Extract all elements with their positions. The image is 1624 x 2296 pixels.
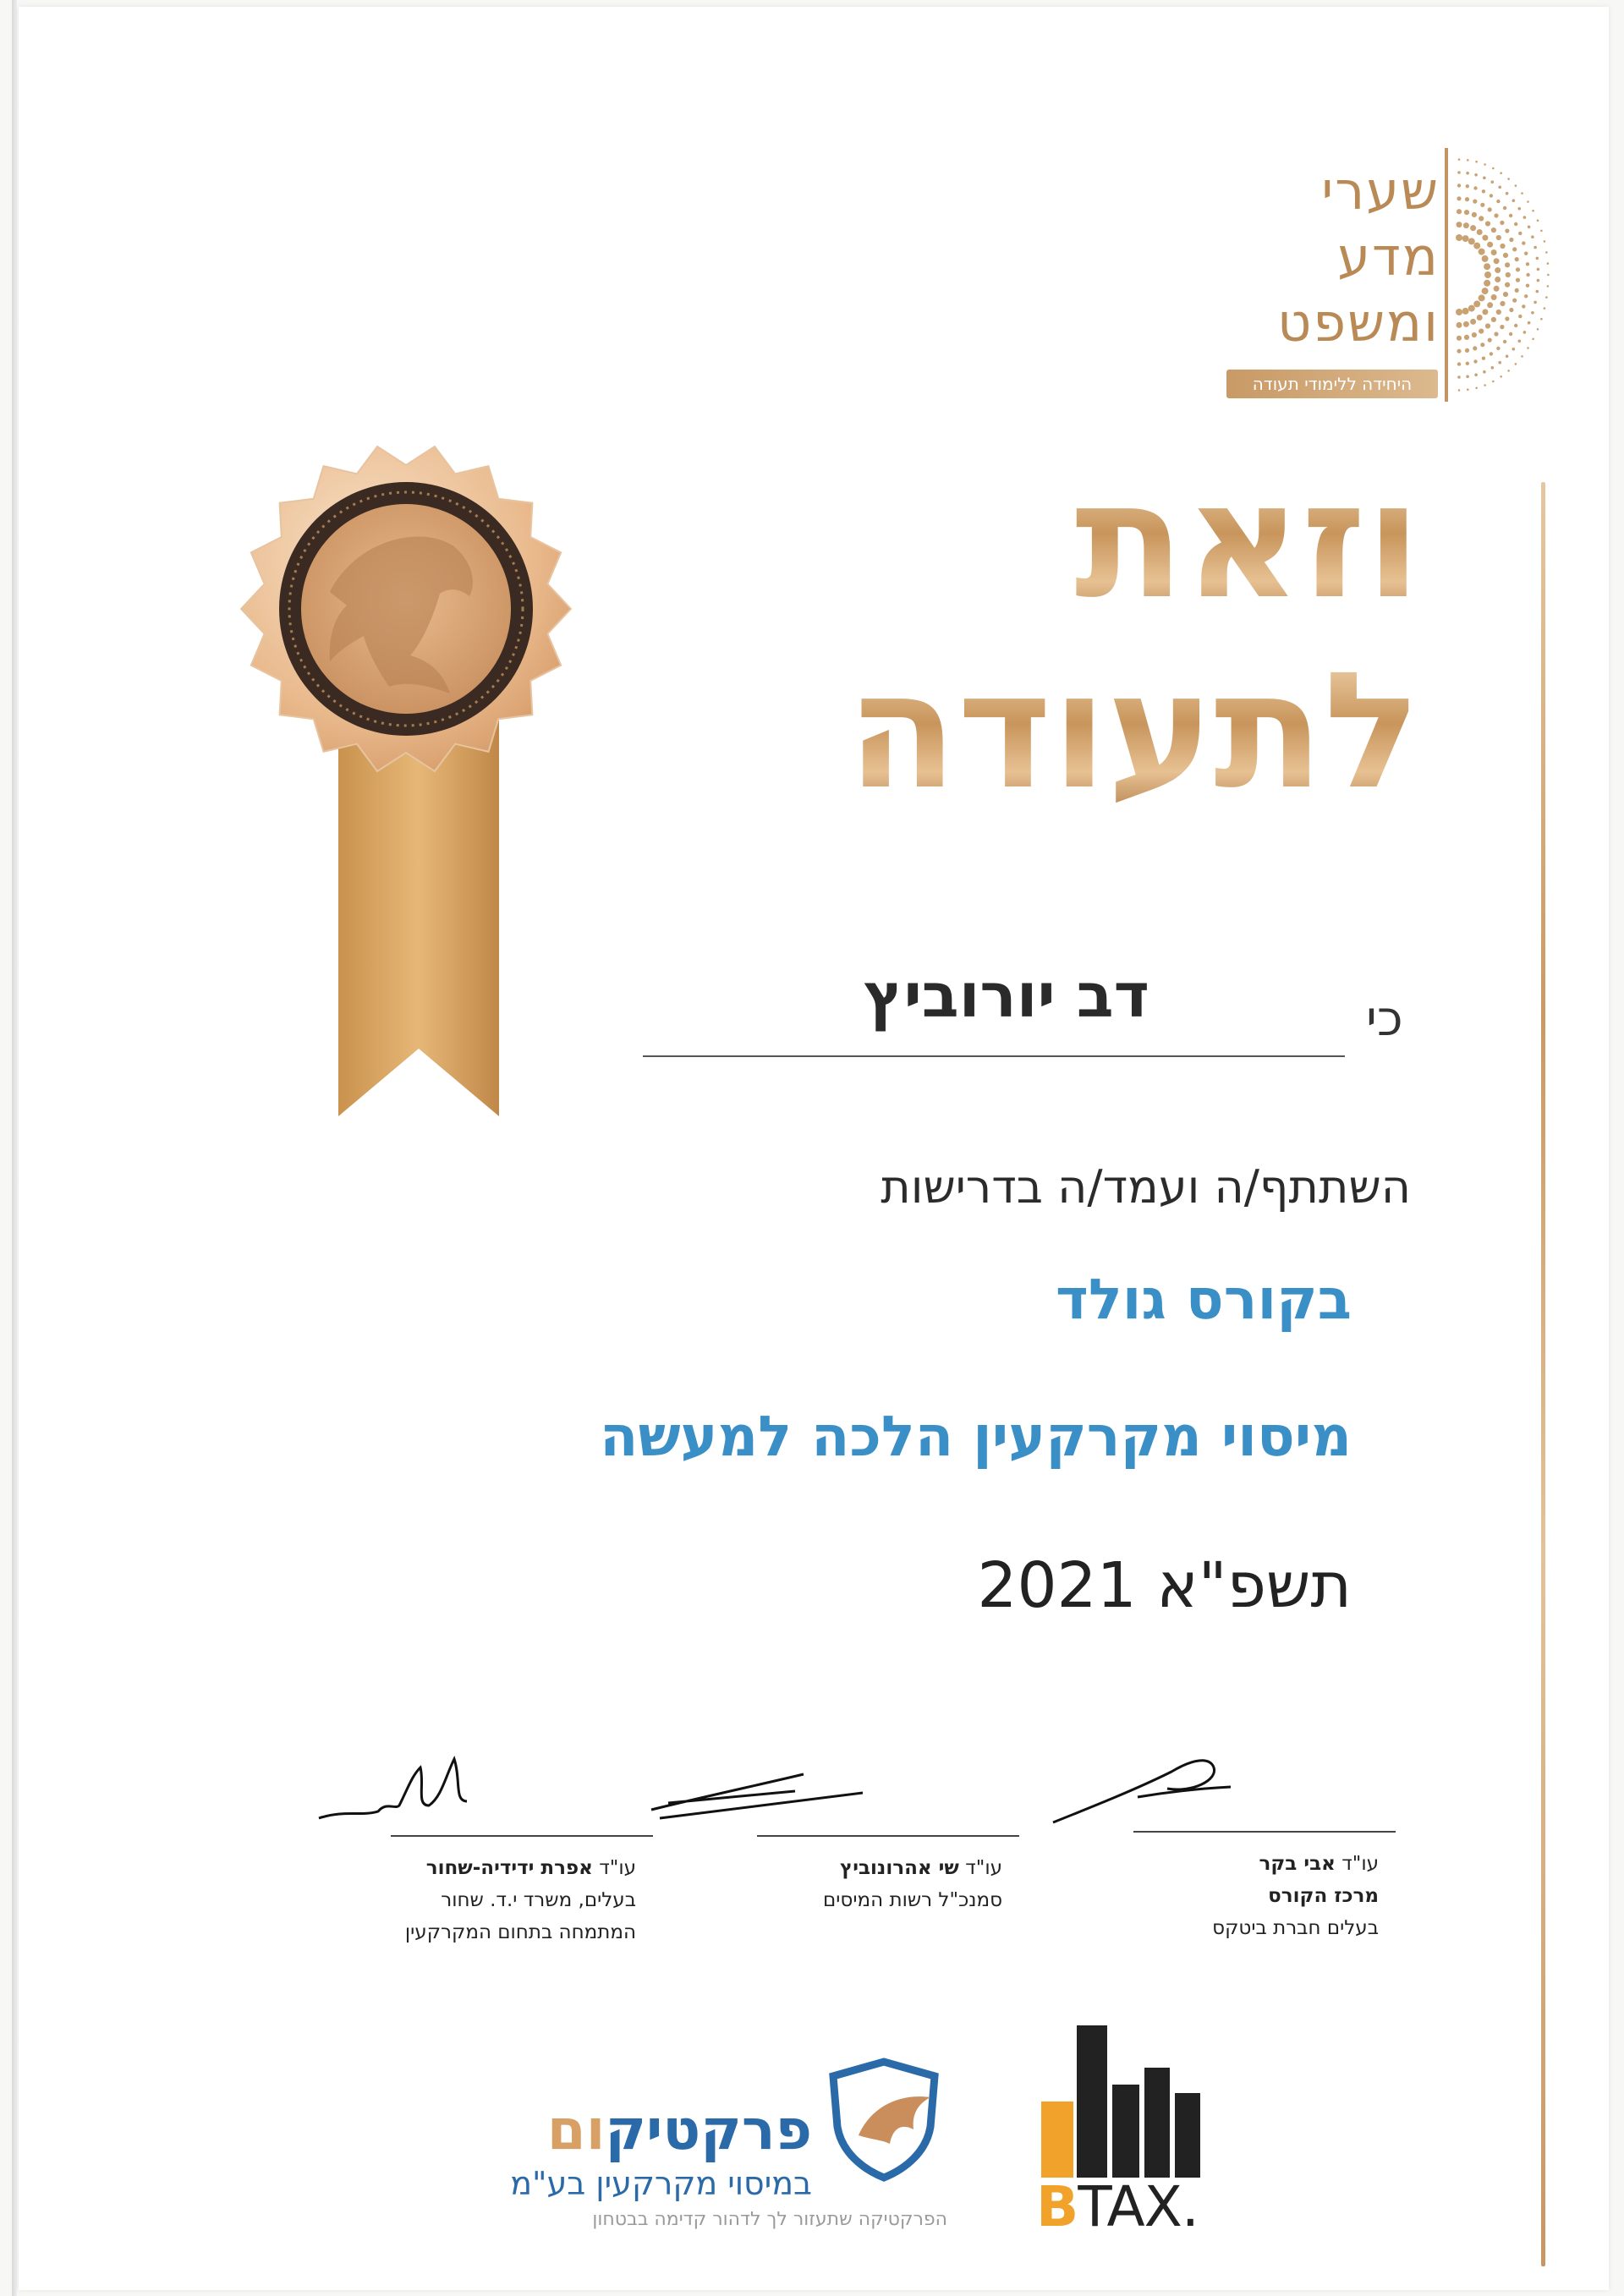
logo-dot — [1526, 273, 1529, 277]
logo-dot — [1467, 159, 1469, 162]
logo-line-1: שערי — [1321, 160, 1440, 222]
logo-dot — [1457, 322, 1462, 328]
logo-dot — [1494, 213, 1498, 217]
logo-dot — [1491, 366, 1495, 370]
logo-dot — [1482, 357, 1485, 360]
logo-dot — [1537, 219, 1539, 222]
logo-dot — [1491, 227, 1496, 233]
logo-dot — [1500, 301, 1505, 306]
shaarei-mada-logo — [1193, 140, 1565, 402]
sig2-prefix: עו"ד — [965, 1857, 1002, 1879]
handwritten-signature-2 — [626, 1751, 888, 1835]
logo-dot — [1462, 235, 1469, 242]
logo-dot — [1470, 319, 1476, 325]
logo-dot — [1484, 271, 1491, 278]
logo-dot — [1490, 352, 1493, 355]
logo-dot — [1462, 308, 1469, 315]
logo-dot — [1524, 294, 1528, 298]
logo-dot — [1522, 304, 1525, 308]
sig3-role: בעלים, משרד י.ד. שחור — [441, 1889, 636, 1911]
horse-shield-icon — [820, 2055, 947, 2182]
logo-dot — [1494, 258, 1500, 264]
logo-dot — [1494, 332, 1498, 336]
recipient-name: דב יורוביץ — [864, 960, 1149, 1031]
logo-dot — [1498, 186, 1501, 189]
gold-divider-line — [1541, 482, 1545, 2266]
logo-dot — [1463, 321, 1469, 327]
logo-dot — [1485, 323, 1490, 328]
logo-dot — [1466, 375, 1469, 379]
logo-dot — [1528, 321, 1531, 325]
logo-dot — [1482, 235, 1488, 241]
logo-dot — [1480, 203, 1484, 207]
logo-dot — [1479, 329, 1484, 334]
certificate-title-line-1: וזאת — [1074, 447, 1421, 634]
logo-dot — [1531, 311, 1534, 315]
logo-dot — [1475, 161, 1478, 163]
logo-dot — [1465, 197, 1469, 201]
logo-dot — [1468, 238, 1475, 244]
logo-dot — [1487, 302, 1493, 308]
logo-dot — [1516, 278, 1520, 282]
logo-dot — [1526, 262, 1529, 266]
logo-dot — [1457, 222, 1462, 227]
btax-logo — [1036, 2025, 1214, 2237]
logo-dot — [1457, 171, 1461, 174]
logo-dot — [1487, 242, 1493, 248]
logo-dot — [1503, 340, 1506, 343]
logo-dot — [1490, 194, 1493, 197]
logo-dot — [1491, 249, 1497, 255]
logo-dot — [1464, 335, 1469, 340]
logo-dot — [1524, 252, 1528, 255]
logo-dot — [1518, 340, 1522, 343]
logo-dot — [1482, 309, 1488, 315]
scan-edge — [12, 0, 17, 2296]
handwritten-signature-1 — [1002, 1746, 1265, 1831]
logo-dot — [1518, 232, 1522, 235]
logo-dot — [1512, 299, 1517, 303]
logo-dot — [1496, 235, 1501, 240]
logo-dot — [1474, 173, 1478, 177]
participation-text: השתתף/ה ועמד/ה בדרישות — [881, 1160, 1411, 1214]
logo-divider — [1445, 148, 1448, 402]
logo-dot — [1527, 200, 1529, 203]
logo-dot — [1500, 244, 1505, 249]
logo-dot — [1518, 315, 1522, 318]
logo-dot — [1479, 294, 1485, 301]
logo-dot — [1547, 274, 1550, 277]
logo-dot — [1491, 294, 1497, 300]
logo-dot — [1515, 288, 1519, 293]
logo-dot — [1515, 184, 1517, 187]
logo-dot — [1492, 167, 1495, 170]
logo-dot — [1523, 216, 1527, 219]
logo-dot — [1540, 230, 1543, 233]
logo-dot — [1473, 359, 1477, 363]
logo-dot — [1477, 229, 1483, 235]
logo-dot — [1531, 235, 1534, 238]
logo-dot — [1480, 342, 1484, 347]
logo-dot — [1503, 292, 1508, 297]
logo-dot — [1505, 316, 1509, 321]
logo-dot — [1491, 180, 1495, 184]
logo-dot — [1528, 226, 1531, 229]
sig2-name: שי אהרונוביץ — [840, 1857, 959, 1879]
logo-dot — [1533, 301, 1537, 304]
logo-dot — [1457, 209, 1462, 214]
logo-dot — [1522, 241, 1525, 244]
logo-dot — [1484, 163, 1486, 166]
logo-dot — [1509, 332, 1512, 336]
logo-dot — [1512, 247, 1517, 251]
logo-dot — [1532, 338, 1534, 341]
btax-b: B — [1036, 2174, 1078, 2239]
btax-text: TAX. — [1078, 2174, 1199, 2239]
logo-dot — [1523, 331, 1527, 334]
logo-dot — [1537, 268, 1540, 271]
gold-medal-ribbon-icon — [237, 440, 592, 1133]
logo-dot — [1544, 240, 1546, 243]
logo-dot — [1536, 290, 1539, 293]
logo-dot — [1465, 348, 1469, 353]
logo-dot — [1466, 184, 1469, 188]
logo-dot — [1540, 318, 1543, 321]
logo-dot — [1515, 257, 1519, 261]
logo-dot — [1457, 196, 1461, 200]
practicum-brand-part-1: פרקטיק — [605, 2097, 812, 2162]
logo-dot — [1495, 277, 1501, 282]
logo-dot — [1457, 375, 1461, 379]
logo-dot — [1506, 355, 1509, 359]
logo-dot — [1473, 243, 1480, 249]
logo-dot — [1521, 192, 1523, 195]
logo-dot — [1456, 309, 1462, 315]
logo-dot — [1457, 349, 1461, 353]
logo-dot — [1488, 338, 1492, 342]
logo-dot — [1537, 279, 1540, 282]
logo-dot — [1500, 325, 1504, 329]
logo-dot — [1496, 200, 1500, 203]
logo-dot — [1547, 285, 1550, 288]
logo-dot — [1500, 221, 1504, 225]
logo-dot — [1500, 172, 1502, 174]
logo-dot — [1482, 288, 1489, 294]
logo-dot — [1458, 389, 1461, 392]
logo-dot — [1456, 234, 1462, 241]
logo-dot — [1496, 347, 1500, 350]
logo-dot — [1526, 284, 1529, 288]
logo-dot — [1496, 310, 1501, 315]
logo-dot — [1464, 210, 1469, 215]
logo-dot — [1484, 263, 1490, 270]
practicum-brand-part-2: ום — [546, 2097, 606, 2162]
logo-dot — [1505, 282, 1510, 288]
sig1-company: בעלים חברת ביטקס — [1212, 1917, 1379, 1939]
logo-dot — [1492, 381, 1495, 383]
logo-dot — [1506, 272, 1511, 277]
logo-dot — [1500, 375, 1502, 378]
sig3-name: אפרת ידידיה-שחור — [425, 1857, 593, 1879]
logo-line-2: מדע — [1337, 226, 1440, 288]
certificate-title-line-2: לתעודה — [847, 638, 1421, 825]
logo-dot — [1463, 222, 1469, 228]
logo-dot — [1473, 346, 1477, 350]
logo-dot — [1484, 384, 1486, 386]
logo-dot — [1515, 363, 1517, 365]
logo-dot — [1483, 370, 1486, 374]
logo-dot — [1474, 373, 1478, 376]
logo-dot — [1533, 246, 1537, 249]
logo-dot — [1482, 255, 1489, 262]
logo-dot — [1484, 280, 1490, 287]
logo-dot — [1488, 207, 1492, 211]
logo-dot — [1514, 324, 1517, 327]
dotted-d-icon — [1451, 148, 1569, 402]
logo-dot — [1473, 186, 1477, 189]
logo-tagline: היחידה ללימודי תעודה — [1226, 370, 1438, 398]
logo-dot — [1457, 336, 1462, 341]
logo-dot — [1512, 348, 1516, 351]
logo-dot — [1482, 189, 1485, 193]
logo-dot — [1516, 267, 1520, 271]
logo-dot — [1505, 262, 1510, 267]
sig3-field: המתמחה בתחום המקרקעין — [404, 1921, 636, 1943]
logo-dot — [1458, 158, 1461, 161]
logo-dot — [1518, 207, 1522, 211]
logo-dot — [1485, 221, 1490, 226]
logo-dot — [1479, 216, 1484, 221]
logo-dot — [1507, 370, 1510, 372]
course-name-line-2: מיסוי מקרקעין הלכה למעשה — [600, 1404, 1352, 1469]
logo-dot — [1527, 347, 1529, 349]
logo-dot — [1491, 317, 1496, 322]
logo-dot — [1506, 192, 1509, 195]
logo-dot — [1545, 251, 1548, 254]
logo-dot — [1475, 387, 1478, 390]
logo-dot — [1547, 262, 1550, 265]
logo-dot — [1472, 212, 1477, 217]
logo-dot — [1514, 222, 1517, 226]
logo-dot — [1483, 177, 1486, 180]
recipient-underline — [643, 1055, 1345, 1057]
logo-line-3: ומשפט — [1277, 292, 1440, 353]
logo-dot — [1495, 267, 1501, 273]
certificate-year: תשפ"א 2021 — [977, 1549, 1352, 1622]
logo-dot — [1544, 307, 1546, 310]
logo-dot — [1537, 328, 1539, 331]
logo-dot — [1470, 225, 1476, 231]
logo-dot — [1466, 172, 1469, 175]
course-name-line-1: בקורס גולד — [1056, 1267, 1352, 1332]
sig1-role: מרכז הקורס — [1268, 1885, 1379, 1907]
logo-dot — [1521, 355, 1523, 358]
sig3-prefix: עו"ד — [599, 1857, 636, 1879]
sig2-role: סמנכ"ל רשות המיסים — [823, 1889, 1002, 1911]
logo-dot — [1494, 286, 1500, 292]
logo-dot — [1467, 388, 1469, 391]
logo-dot — [1503, 253, 1508, 258]
logo-dot — [1468, 305, 1475, 312]
recipient-prefix: כי — [1366, 989, 1403, 1047]
logo-dot — [1509, 214, 1512, 217]
logo-dot — [1479, 249, 1485, 255]
practicum-tagline: הפרקטיקה שתעזור לך לדהור קדימה בבטחון — [592, 2209, 947, 2230]
logo-dot — [1509, 308, 1513, 312]
logo-dot — [1498, 361, 1501, 364]
practicum-subtitle: במיסוי מקרקעין בע"מ — [510, 2165, 812, 2202]
logo-dot — [1507, 178, 1510, 180]
logo-dot — [1457, 184, 1461, 187]
sig1-prefix: עו"ד — [1341, 1853, 1379, 1875]
logo-dot — [1532, 210, 1534, 212]
sig1-name: אבי בקר — [1259, 1853, 1336, 1875]
logo-dot — [1545, 296, 1548, 299]
handwritten-signature-3 — [260, 1751, 522, 1835]
logo-dot — [1477, 315, 1483, 321]
logo-dot — [1457, 362, 1461, 365]
logo-dot — [1505, 228, 1509, 233]
logo-dot — [1473, 300, 1480, 307]
logo-dot — [1536, 257, 1539, 260]
logo-dot — [1473, 200, 1477, 204]
logo-dot — [1472, 332, 1477, 337]
practicum-logo — [491, 2047, 964, 2230]
logo-dot — [1509, 238, 1513, 242]
logo-dot — [1466, 362, 1469, 365]
logo-dot — [1512, 199, 1516, 202]
logo-dot — [1503, 206, 1506, 210]
